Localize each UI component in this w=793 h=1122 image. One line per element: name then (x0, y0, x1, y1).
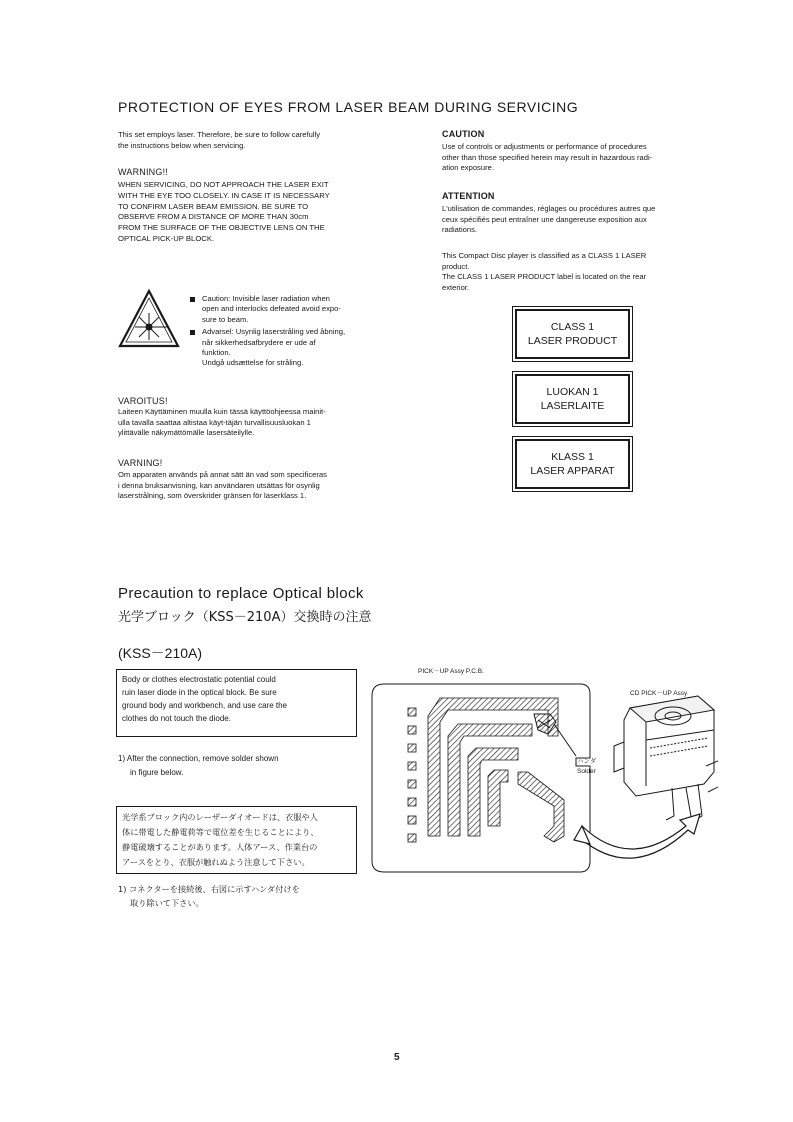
warning-line: WITH THE EYE TOO CLOSELY. IN CASE IT IS NECESSARY (118, 190, 330, 200)
varning-text (118, 470, 327, 502)
esd-note-jp-box (116, 806, 357, 874)
esd-note-box (116, 669, 357, 737)
varoitus-title: VAROITUS! (118, 396, 168, 406)
laser-caution-bullets (190, 294, 390, 369)
warning-text (118, 180, 389, 245)
varning-line: laserstrålning, som överskrider gränsen för laserklass 1. (118, 491, 307, 501)
attention-line: L'utilisation de commandes, réglages ou procédures autres que (442, 204, 656, 213)
intro-text (118, 130, 320, 151)
varning-line: Om apparaten används på annat sätt än vad som specificeras (118, 470, 327, 479)
label-line: LUOKAN 1 (546, 386, 599, 398)
intro-line: This set employs laser. Therefore, be sure to follow carefully (118, 130, 321, 139)
cd-pickup-label: CD PICK－UP Assy (630, 690, 688, 697)
esd-note-line: ruin laser diode in the optical block. Be sure (122, 688, 277, 697)
varning-title: VARNING! (118, 458, 163, 468)
solder-label: Solder (577, 768, 596, 775)
varoitus-line: ulla tavalla saattaa altistaa käyt-täjän turvallisuusluokan 1 (118, 417, 311, 427)
label-line: LASERLAITE (540, 400, 605, 412)
laser-section-title: PROTECTION OF EYES FROM LASER BEAM DURING SERVICING (118, 99, 579, 115)
laser-hazard-icon (117, 288, 181, 350)
warning-title: WARNING!! (118, 167, 168, 177)
bullet-text: Caution: Invisible laser radiation when open and interlocks defeated avoid expo- sure to beam. (202, 294, 341, 324)
page-number: 5 (394, 1052, 400, 1063)
attention-text (442, 204, 655, 236)
varning-line: i denna bruksanvisning, kan användaren utsättas för osynlig (118, 480, 320, 490)
varoitus-line: ylittävälle näkymättömälle lasersäteilylle. (118, 428, 255, 438)
solder-jp-label: ハンダ (577, 757, 597, 765)
bullet-item (190, 327, 390, 369)
caution-title: CAUTION (442, 129, 485, 139)
intro-line: the instructions below when servicing. (118, 140, 246, 150)
bullet-text: Advarsel: Usynlig laserstråling ved åbning, når sikkerhedsafbrydere er ude af funktion. Undgå udsættelse for stråling. (202, 327, 346, 368)
esd-note-jp-line: 静電破壊することがあります。人体アース、作業台の (122, 842, 318, 852)
step1-line: in figure below. (130, 768, 184, 777)
step1-line: 1) After the connection, remove solder shown (118, 754, 279, 763)
warning-line: OBSERVE FROM A DISTANCE OF MORE THAN 30cm (118, 212, 309, 222)
step1-text (118, 752, 279, 780)
pcb-label: PICK－UP Assy P.C.B. (418, 668, 484, 675)
class-line: This Compact Disc player is classified as a CLASS 1 LASER (442, 251, 647, 260)
label-line: KLASS 1 (551, 451, 594, 463)
klass1-laser-apparat-label (515, 439, 630, 489)
pickup-pcb-diagram (368, 676, 718, 876)
attention-line: radiations. (442, 225, 478, 235)
class-line: The CLASS 1 LASER PRODUCT label is located on the rear (442, 272, 647, 282)
esd-note-line: ground body and workbench, and use care the (122, 701, 288, 710)
esd-note-jp-line: アースをとり、衣服が触れぬよう注意して下さい。 (122, 857, 310, 867)
warning-line: WHEN SERVICING, DO NOT APPROACH THE LASER EXIT (118, 180, 329, 189)
step1-jp-line: 取り除いて下さい。 (130, 898, 204, 908)
warning-line: TO CONFIRM LASER BEAM EMISSION. BE SURE TO (118, 201, 309, 211)
class-line: product. (442, 261, 470, 271)
esd-note-line: Body or clothes electrostatic potential could (122, 675, 276, 684)
precaution-title: Precaution to replace Optical block (118, 585, 364, 602)
class1-laser-product-label (515, 309, 630, 359)
attention-line: ceux spécifiés peut entraîner une dangereuse exposition aux (442, 214, 647, 224)
luokan1-laserlaite-label (515, 374, 630, 424)
esd-note-line: clothes do not touch the diode. (122, 714, 231, 723)
caution-line: other than those specified herein may result in hazardous radi- (442, 152, 653, 162)
esd-note-jp-line: 体に帯電した静電荷等で電位差を生じることにより、 (122, 827, 319, 837)
warning-line: FROM THE SURFACE OF THE OBJECTIVE LENS ON THE (118, 223, 325, 233)
label-line: LASER APPARAT (530, 465, 615, 477)
caution-line: Use of controls or adjustments or performance of procedures (442, 142, 647, 151)
warning-line: OPTICAL PICK-UP BLOCK. (118, 233, 215, 243)
label-line: CLASS 1 (550, 321, 595, 333)
class-line: exterior. (442, 282, 470, 292)
precaution-title-jp: 光学ブロック（KSS－210A）交換時の注意 (118, 610, 372, 625)
step1-jp-text (118, 882, 300, 910)
label-line: LASER PRODUCT (527, 335, 618, 347)
attention-title: ATTENTION (442, 191, 495, 201)
bullet-square-icon (190, 297, 195, 302)
bullet-square-icon (190, 330, 195, 335)
caution-line: ation exposure. (442, 163, 494, 173)
varoitus-text (118, 407, 326, 439)
esd-note-jp-line: 光学系ブロック内のレーザーダイオードは、衣服や人 (122, 812, 318, 822)
caution-text (442, 142, 652, 174)
varoitus-line: Laiteen Käyttäminen muulla kuin tässä käyttöohjeessa mainit- (118, 407, 326, 416)
step1-jp-line: 1) コネクターを接続後、右図に示すハンダ付けを (118, 884, 300, 894)
bullet-item (190, 294, 390, 325)
class-text (442, 251, 646, 293)
model-number: (KSS－210A) (118, 645, 203, 661)
